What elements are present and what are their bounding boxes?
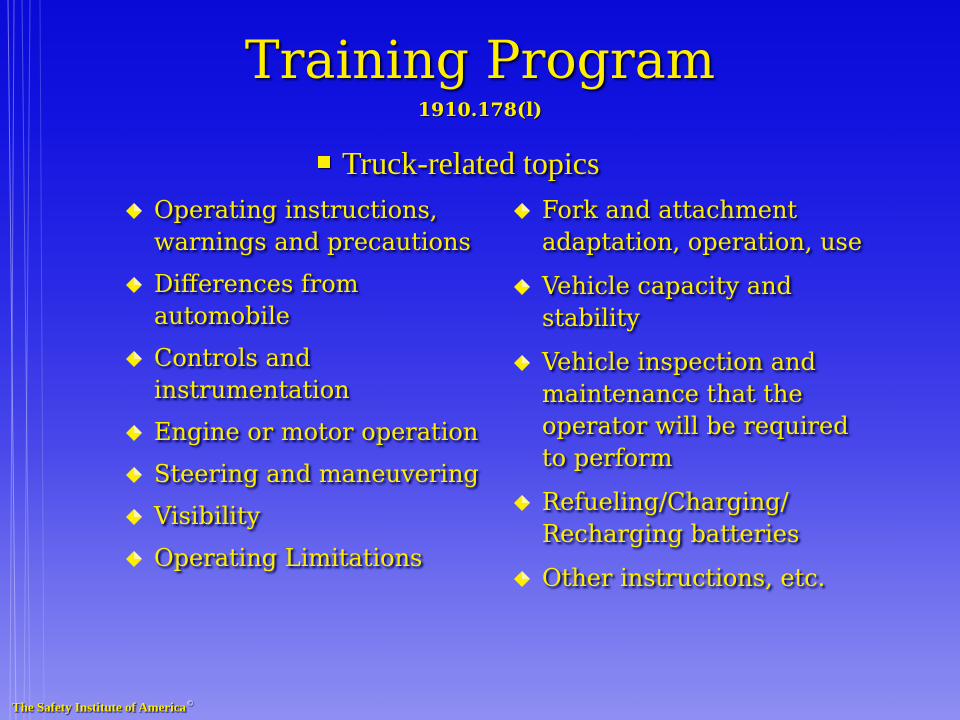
diamond-bullet-icon: [126, 551, 142, 567]
topic-label: Truck-related topics: [342, 145, 600, 181]
list-item: [512, 486, 872, 550]
slide-subtitle: 1910.178(l): [417, 99, 543, 121]
list-item: [512, 194, 872, 258]
diamond-bullet-icon: [126, 351, 142, 367]
list-item: [124, 342, 484, 406]
diamond-bullet-icon: [514, 355, 530, 371]
diamond-bullet-icon: [126, 467, 142, 483]
square-bullet-icon: [318, 156, 330, 168]
list-item: [512, 270, 872, 334]
list-item-text: Other instructions, etc.: [542, 564, 826, 592]
diamond-bullet-icon: [126, 203, 142, 219]
list-item-text: Operating Limitations: [154, 544, 423, 572]
list-item-text: Controls and instrumentation: [154, 344, 350, 404]
list-item-text: Engine or motor operation: [154, 418, 479, 446]
diamond-bullet-icon: [514, 495, 530, 511]
list-item: [124, 458, 484, 490]
copyright-mark: ©: [187, 699, 194, 708]
footer-text: The Safety Institute of America: [12, 699, 187, 715]
list-item: [124, 416, 484, 448]
list-item: [512, 346, 872, 474]
topic-heading: [318, 145, 599, 182]
list-item-text: Fork and attachment adaptation, operation, use: [542, 196, 863, 256]
diamond-bullet-icon: [126, 509, 142, 525]
diamond-bullet-icon: [126, 425, 142, 441]
list-item: [124, 268, 484, 332]
list-item-text: Visibility: [154, 502, 261, 530]
slide-title: Training Program: [244, 31, 716, 91]
right-topic-list: [512, 194, 872, 606]
diamond-bullet-icon: [514, 279, 530, 295]
list-item: [124, 500, 484, 532]
list-item: [124, 542, 484, 574]
list-item: [512, 562, 872, 594]
diamond-bullet-icon: [514, 571, 530, 587]
list-item-text: Refueling/Charging/ Recharging batteries: [542, 488, 800, 548]
diamond-bullet-icon: [514, 203, 530, 219]
list-item-text: Vehicle capacity and stability: [542, 272, 792, 332]
footer-credit: [12, 699, 193, 715]
list-item-text: Steering and maneuvering: [154, 460, 479, 488]
diamond-bullet-icon: [126, 277, 142, 293]
list-item: [124, 194, 484, 258]
list-item-text: Vehicle inspection and maintenance that the operator will be required to perform: [542, 348, 849, 472]
left-topic-list: [124, 194, 484, 584]
list-item-text: Operating instructions, warnings and precautions: [154, 196, 471, 256]
list-item-text: Differences from automobile: [154, 270, 359, 330]
